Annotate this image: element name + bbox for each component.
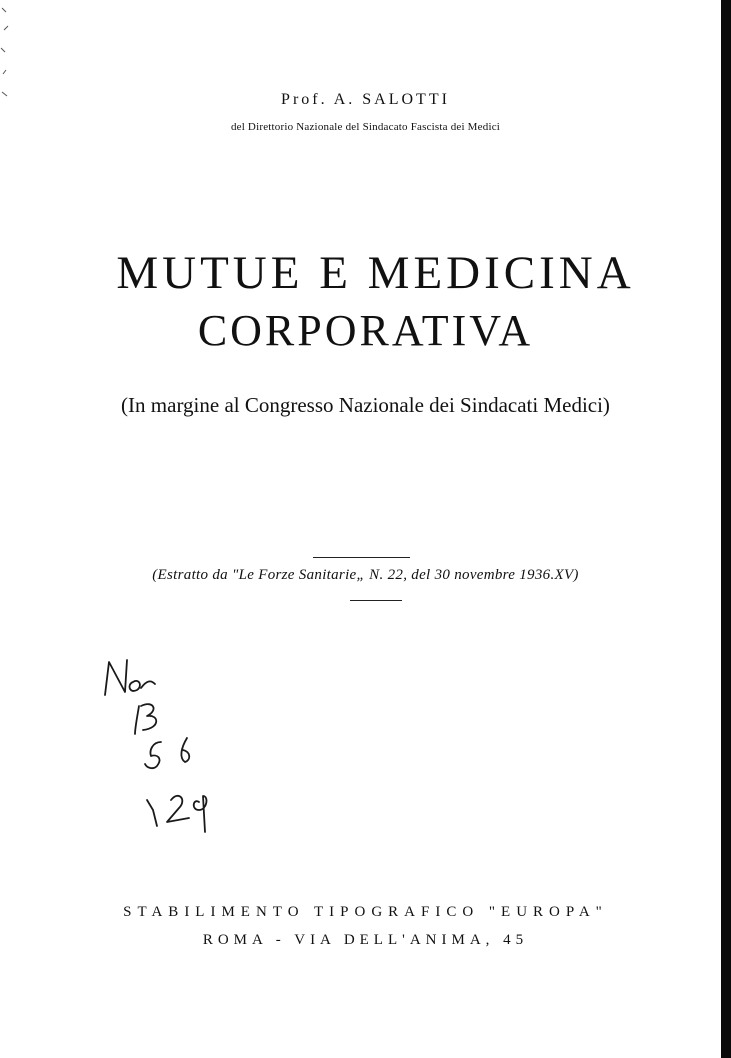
subtitle: (In margine al Congresso Nazionale dei Sindacati Medici) (121, 393, 610, 417)
handwritten-inventory-note (95, 650, 245, 840)
title-line-1: MUTUE E MEDICINA (116, 247, 635, 299)
author-name: Prof. A. SALOTTI (281, 91, 450, 108)
divider-top (313, 557, 410, 558)
scan-edge-right (721, 0, 731, 1058)
title-line-2: CORPORATIVA (197, 306, 534, 355)
extract-note: (Estratto da "Le Forze Sanitarie„ N. 22, del 30 novembre 1936.XV) (152, 567, 579, 583)
publisher-address: ROMA - VIA DELL'ANIMA, 45 (202, 932, 529, 948)
author-affiliation: del Direttorio Nazionale del Sindacato Fascista dei Medici (230, 121, 501, 133)
publisher-name: STABILIMENTO TIPOGRAFICO "EUROPA" (123, 904, 608, 920)
divider-bottom (350, 600, 402, 601)
